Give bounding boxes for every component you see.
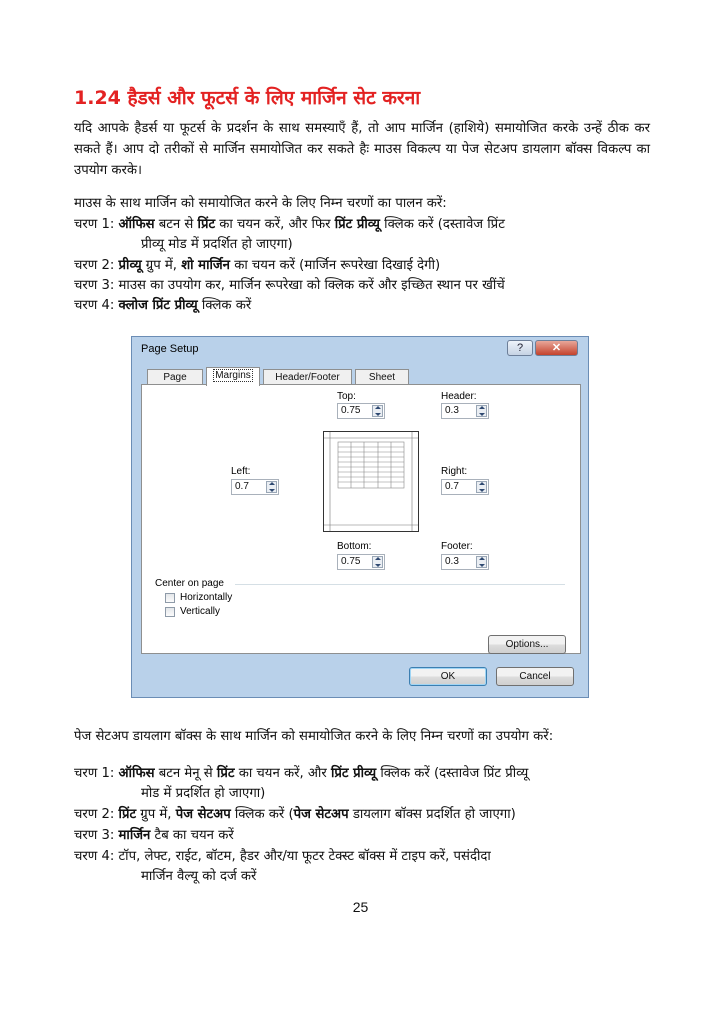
dialog-steps-intro: पेज सेटअप डायलाग बॉक्स के साथ मार्जिन को समायोजित करने के लिए निम्न चरणों का उपयोग करें:: [74, 729, 554, 744]
spin-arrows-icon: [372, 405, 383, 417]
mouse-step-1-cont: प्रीव्यू मोड में प्रदर्शित हो जाएगा): [141, 237, 293, 252]
tab-margins[interactable]: Margins: [206, 367, 260, 386]
right-spinner[interactable]: 0.7: [441, 479, 489, 495]
spin-arrows-icon: [476, 405, 487, 417]
page-preview: [323, 431, 419, 532]
options-button[interactable]: Options...: [488, 635, 566, 654]
mouse-step-3: चरण 3: माउस का उपयोग कर, मार्जिन रूपरेखा को क्लिक करें और इच्छित स्थान पर खींचें: [74, 278, 505, 293]
dialog-step-4: चरण 4: टॉप, लेफ्ट, राईट, बॉटम, हैडर और/या फूटर टेक्स्ट बॉक्स में टाइप करें, पसंदीदा: [74, 849, 491, 864]
top-label: Top:: [337, 391, 356, 402]
group-divider: [235, 584, 565, 585]
dialog-title: Page Setup: [141, 343, 199, 355]
spin-arrows-icon: [372, 556, 383, 568]
right-label: Right:: [441, 466, 468, 477]
intro-paragraph: यदि आपके हैडर्स या फूटर्स के प्रदर्शन के साथ समस्याएँ हैं, तो आप मार्जिन (हाशिये) समायोजित करके उन्हें ठीक कर सकते हैं। आप दो तरीकों से मार्जिन समायोजित कर सकते हैः माउस विकल्प या पेज सेटअप डायलाग बॉक्स विकल्प का उपयोग करके।: [74, 121, 650, 178]
bottom-spinner[interactable]: 0.75: [337, 554, 385, 570]
mouse-step-2: चरण 2: प्रीव्यू ग्रुप में, शो मार्जिन का चयन करें (मार्जिन रूपरेखा दिखाई देगी): [74, 258, 441, 273]
section-heading: 1.24 हैडर्स और फूटर्स के लिए मार्जिन सेट करना: [74, 87, 421, 109]
tab-header-footer[interactable]: Header/Footer: [263, 369, 352, 385]
dialog-step-3: चरण 3: मार्जिन टैब का चयन करें: [74, 828, 234, 843]
tab-sheet[interactable]: Sheet: [355, 369, 409, 385]
spin-arrows-icon: [476, 481, 487, 493]
dialog-step-2: चरण 2: प्रिंट ग्रुप में, पेज सेटअप क्लिक करें (पेज सेटअप डायलाग बॉक्स प्रदर्शित हो जाएगा): [74, 807, 516, 822]
margins-panel: [141, 384, 581, 654]
header-spinner[interactable]: 0.3: [441, 403, 489, 419]
horizontally-label: Horizontally: [180, 592, 233, 603]
top-spinner[interactable]: 0.75: [337, 403, 385, 419]
page-number: 25: [352, 899, 369, 915]
dialog-step-1-cont: मोड में प्रदर्शित हो जाएगा): [141, 786, 266, 801]
spin-arrows-icon: [476, 556, 487, 568]
cancel-button[interactable]: Cancel: [496, 667, 574, 686]
close-button[interactable]: ✕: [535, 340, 578, 356]
left-spinner[interactable]: 0.7: [231, 479, 279, 495]
mouse-step-4: चरण 4: क्लोज प्रिंट प्रीव्यू क्लिक करें: [74, 298, 252, 313]
dialog-step-4-cont: मार्जिन वैल्यू को दर्ज करें: [141, 869, 257, 884]
mouse-step-1: चरण 1: ऑफिस बटन से प्रिंट का चयन करें, और फिर प्रिंट प्रीव्यू क्लिक करें (दस्तावेज प्रिंट: [74, 217, 505, 232]
left-label: Left:: [231, 466, 251, 477]
page-setup-dialog: [131, 336, 589, 698]
dialog-step-1: चरण 1: ऑफिस बटन मेनू से प्रिंट का चयन करें, और प्रिंट प्रीव्यू क्लिक करें (दस्तावेज प्रिंट प्रीव्यू: [74, 766, 529, 781]
center-on-page-group-label: Center on page: [155, 578, 224, 589]
tab-page[interactable]: Page: [147, 369, 203, 385]
footer-label: Footer:: [441, 541, 473, 552]
spin-arrows-icon: [266, 481, 277, 493]
help-button[interactable]: ?: [507, 340, 533, 356]
horizontally-checkbox[interactable]: [165, 593, 175, 603]
mouse-steps-intro: माउस के साथ मार्जिन को समायोजित करने के लिए निम्न चरणों का पालन करें:: [74, 196, 447, 211]
vertically-checkbox[interactable]: [165, 607, 175, 617]
vertically-label: Vertically: [180, 606, 221, 617]
ok-button[interactable]: OK: [409, 667, 487, 686]
footer-spinner[interactable]: 0.3: [441, 554, 489, 570]
header-label: Header:: [441, 391, 477, 402]
bottom-label: Bottom:: [337, 541, 372, 552]
